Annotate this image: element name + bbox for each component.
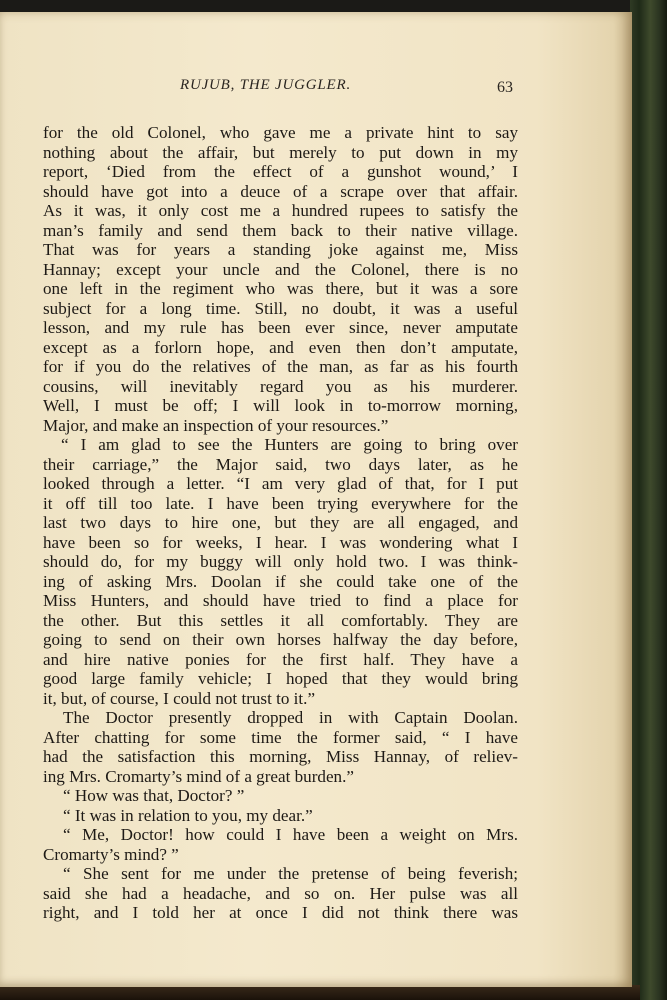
body-text (43, 123, 518, 923)
text-line: Major, and make an inspection of your resources.” (43, 415, 389, 435)
text-line: good large family vehicle; I hoped that they would bring (43, 669, 518, 688)
text-line: should have got into a deuce of a scrape over that affair. (43, 181, 518, 201)
text-line: it off till too late. I have been trying everywhere for the (43, 493, 518, 513)
text-line: the other. But this settles it all comfortably. They are (43, 610, 518, 630)
text-line: should do, for my buggy will only hold two. I was think- (43, 552, 518, 571)
text-line: for if you do the relatives of the man, as far as his fourth (43, 357, 518, 376)
text-line: The Doctor presently dropped in with Captain Doolan. (63, 708, 518, 727)
text-line: said she had a headache, and so on. Her pulse was all (43, 883, 518, 903)
text-line: “ It was in relation to you, my dear.” (63, 805, 313, 825)
text-line: going to send on their own horses halfway the day before, (43, 630, 518, 649)
book-page (0, 12, 632, 987)
text-line: Well, I must be off; I will look in to-morrow morning, (43, 396, 518, 415)
text-line: report, ‘Died from the effect of a gunshot wound,’ I (43, 162, 518, 181)
text-line: “ Me, Doctor! how could I have been a weight on Mrs. (63, 825, 518, 844)
text-line: As it was, it only cost me a hundred rupees to satisfy the (43, 201, 518, 220)
book-spine (630, 0, 667, 1000)
text-line: it, but, of course, I could not trust to it.” (43, 688, 316, 708)
text-line: nothing about the affair, but merely to put down in my (43, 142, 518, 162)
text-line: their carriage,” the Major said, two days later, as he (43, 454, 518, 474)
text-line: After chatting for some time the former said, “ I have (43, 727, 518, 747)
text-line: have been so for weeks, I hear. I was wondering what I (43, 532, 518, 552)
text-line: “ She sent for me under the pretense of being feverish; (63, 864, 518, 883)
page-number: 63 (497, 79, 513, 96)
text-line: for the old Colonel, who gave me a private hint to say (43, 123, 518, 142)
running-head: RUJUB, THE JUGGLER. (180, 77, 352, 93)
text-line: “ How was that, Doctor? ” (63, 786, 245, 805)
text-line: except as a forlorn hope, and even then don’t amputate, (43, 337, 518, 357)
text-line: ing Mrs. Cromarty’s mind of a great burden.” (43, 766, 354, 786)
book-bottom-edge (0, 985, 640, 1000)
text-line: Cromarty’s mind? ” (43, 844, 179, 864)
text-line: That was for years a standing joke against me, Miss (43, 240, 518, 259)
text-line: had the satisfaction this morning, Miss Hannay, of reliev- (43, 747, 518, 766)
text-line: looked through a letter. “I am very glad of that, for I put (43, 474, 518, 493)
text-line: subject for a long time. Still, no doubt, it was a useful (43, 298, 518, 318)
text-line: Miss Hunters, and should have tried to find a place for (43, 591, 518, 610)
text-line: cousins, will inevitably regard you as his murderer. (43, 376, 518, 396)
text-line: lesson, and my rule has been ever since, never amputate (43, 318, 518, 337)
text-line: and hire native ponies for the first half. They have a (43, 649, 518, 669)
text-line: ing of asking Mrs. Doolan if she could take one of the (43, 571, 518, 591)
text-line: right, and I told her at once I did not think there was (43, 903, 518, 922)
text-line: “ I am glad to see the Hunters are going to bring over (61, 435, 518, 454)
text-line: man’s family and send them back to their native village. (43, 220, 518, 240)
text-line: one left in the regiment who was there, but it was a sore (43, 279, 518, 298)
text-line: last two days to hire one, but they are all engaged, and (43, 513, 518, 532)
text-line: Hannay; except your uncle and the Colonel, there is no (43, 259, 518, 279)
